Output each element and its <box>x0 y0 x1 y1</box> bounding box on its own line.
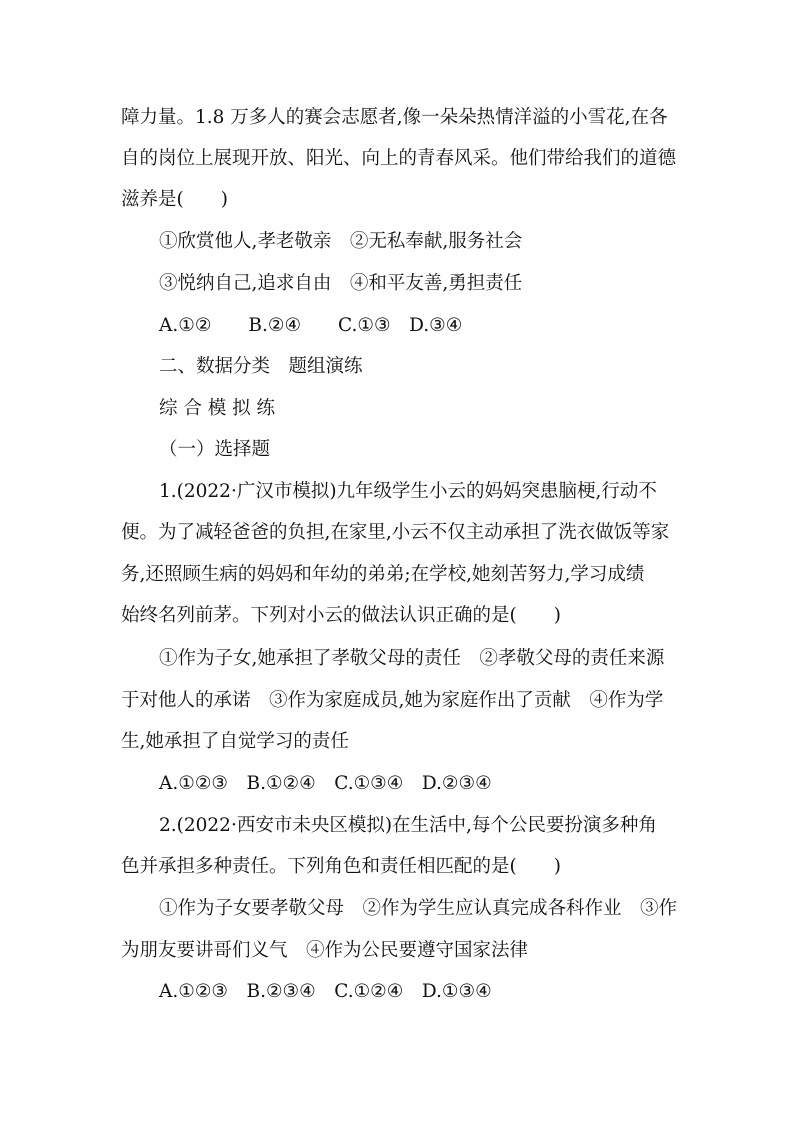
q2-line-1: 2.(2022·西安市未央区模拟)在生活中,每个公民要扮演多种角 <box>159 815 657 836</box>
section-subheading: 综 合 模 拟 练 <box>159 398 276 419</box>
intro-answer-choices: A.①② B.②④ C.①③ D.③④ <box>159 315 463 336</box>
intro-line-2: 自的岗位上展现开放、阳光、向上的青春风采。他们带给我们的道德 <box>121 148 677 169</box>
q1-answer-choices: A.①②③ B.①②④ C.①③④ D.②③④ <box>159 773 492 794</box>
q1-line-4: 始终名列前茅。下列对小云的做法认识正确的是( ) <box>121 605 561 626</box>
intro-option-line-2: ③悦纳自己,追求自由 ④和平友善,勇担责任 <box>159 273 523 294</box>
q1-option-line-2: 于对他人的承诺 ③作为家庭成员,她为家庭作出了贡献 ④作为学 <box>121 690 664 711</box>
part-heading: （一）选择题 <box>159 439 271 460</box>
q2-line-2: 色并承担多种责任。下列角色和责任相匹配的是( ) <box>121 856 561 877</box>
q1-line-1: 1.(2022·广汉市模拟)九年级学生小云的妈妈突患脑梗,行动不 <box>159 481 657 502</box>
q1-line-2: 便。为了减轻爸爸的负担,在家里,小云不仅主动承担了洗衣做饭等家 <box>121 522 670 543</box>
q1-line-3: 务,还照顾生病的妈妈和年幼的弟弟;在学校,她刻苦努力,学习成绩 <box>121 564 645 585</box>
q1-option-line-3: 生,她承担了自觉学习的责任 <box>121 731 349 752</box>
q2-option-line-1: ①作为子女要孝敬父母 ②作为学生应认真完成各科作业 ③作 <box>159 898 678 919</box>
intro-line-3: 滋养是( ) <box>121 189 228 210</box>
q1-option-line-1: ①作为子女,她承担了孝敬父母的责任 ②孝敬父母的责任来源 <box>159 648 665 669</box>
q2-option-line-2: 为朋友要讲哥们义气 ④作为公民要遵守国家法律 <box>121 940 529 961</box>
section-heading: 二、数据分类 题组演练 <box>159 356 363 377</box>
intro-line-1: 障力量。1.8 万多人的赛会志愿者,像一朵朵热情洋溢的小雪花,在各 <box>121 107 668 128</box>
intro-option-line-1: ①欣赏他人,孝老敬亲 ②无私奉献,服务社会 <box>159 231 523 252</box>
q2-answer-choices: A.①②③ B.②③④ C.①②④ D.①③④ <box>159 981 492 1002</box>
